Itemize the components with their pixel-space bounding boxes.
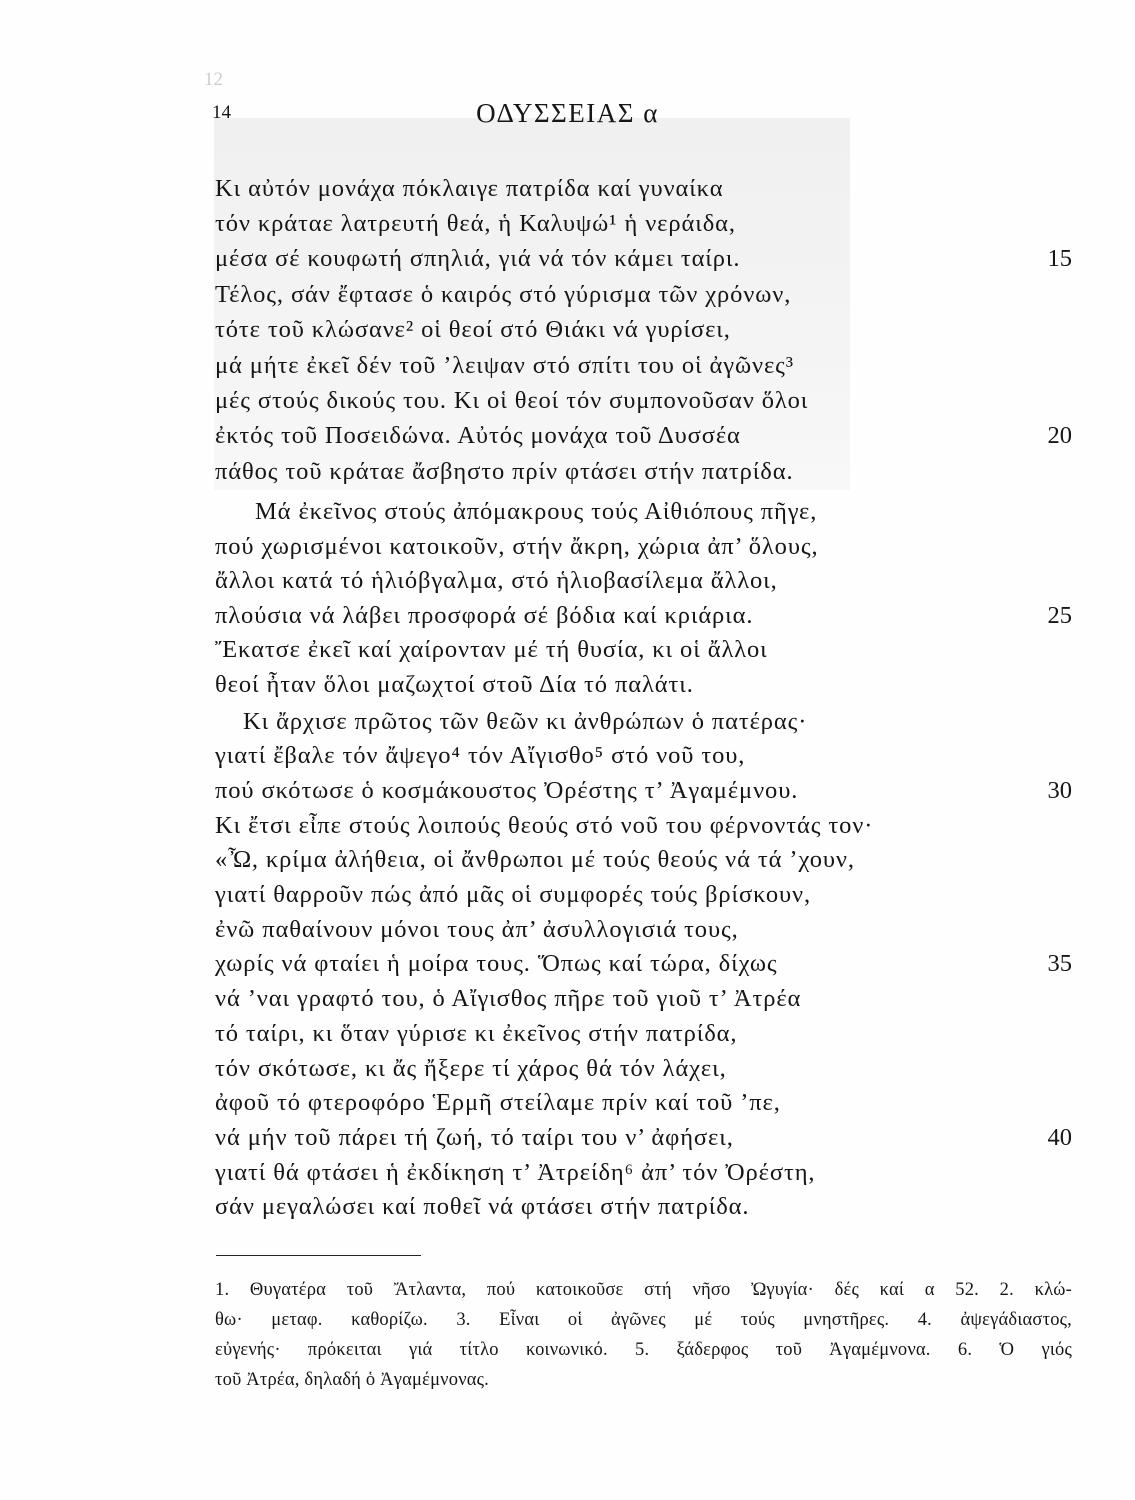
verse-line [215, 599, 1072, 634]
verse-line [215, 206, 1072, 241]
verse-text: ἐκτός τοῦ Ποσειδώνα. Αὐτός μονάχα τοῦ Δυσσέα [215, 422, 741, 450]
verse-text: γιατί θά φτάσει ἡ ἐκδίκηση τ’ Ἀτρείδη⁶ ἀπ’ τόν Ὀρέστη, [215, 1158, 816, 1186]
verse-text: ἀφοῦ τό φτεροφόρο Ἑρμῆ στείλαμε πρίν καί τοῦ ’πε, [215, 1089, 781, 1117]
verse-line [215, 843, 1072, 878]
verse-text: πλούσια νά λάβει προσφορά σέ βόδια καί κριάρια. [215, 601, 754, 629]
verse-text: Μά ἐκεῖνος στούς ἀπόμακρους τούς Αἰθιόπους πῆγε, [255, 498, 818, 525]
footnote-line: τοῦ Ἀτρέα, δηλαδή ὁ Ἀγαμέμνονας. [215, 1370, 490, 1390]
footnote-line: εὐγενής· πρόκειται γιά τίτλο κοινωνικό. 5. ξάδερφος τοῦ Ἀγαμέμνονα. 6. Ὁ γιός [215, 1340, 1072, 1360]
verse-text: τό ταίρι, κι ὅταν γύρισε κι ἐκεῖνος στήν πατρίδα, [215, 1019, 738, 1047]
verse-line [215, 383, 1072, 418]
verse-line [215, 312, 1072, 347]
verse-text: πάθος τοῦ κράταε ἄσβηστο πρίν φτάσει στήν πατρίδα. [215, 457, 794, 485]
page-number: 14 [212, 102, 231, 123]
verse-line [215, 1052, 1072, 1087]
verse-line [215, 564, 1072, 599]
verse-line [215, 241, 1072, 276]
verse-text: νά ’ναι γραφτό του, ὁ Αἴγισθος πῆρε τοῦ γιοῦ τ’ Ἀτρέα [215, 985, 802, 1013]
verse-line [215, 982, 1072, 1017]
verse-line [215, 1190, 1072, 1225]
verse-line [215, 774, 1072, 809]
stanza-1 [215, 171, 1072, 490]
verse-line [215, 495, 1072, 530]
verse-line [215, 633, 1072, 668]
verse-line [215, 913, 1072, 948]
verse-text: τότε τοῦ κλώσανε² οἱ θεοί στό Θιάκι νά γυρίσει, [215, 316, 731, 344]
verse-text: θεοί ἦταν ὅλοι μαζωχτοί στοῦ Δία τό παλάτι. [215, 670, 694, 698]
footnote-line: θω· μεταφ. καθορίζω. 3. Εἶναι οἱ ἀγῶνες μέ τούς μνηστῆρες. 4. ἀψεγάδιαστος, [215, 1310, 1072, 1330]
footnotes [215, 1275, 1072, 1395]
line-number: 25 [1047, 601, 1072, 629]
verse-line [215, 1086, 1072, 1121]
verse-text: νά μήν τοῦ πάρει τή ζωή, τό ταίρι του ν’ ἀφήσει, [215, 1123, 734, 1151]
verse-text: ἄλλοι κατά τό ἡλιόβγαλμα, στό ἡλιοβασίλεμα ἄλλοι, [215, 567, 778, 595]
verse-line [215, 705, 1072, 740]
verse-line [215, 1017, 1072, 1052]
line-number: 20 [1047, 422, 1072, 450]
stanza-2 [215, 495, 1072, 703]
verse-text: χωρίς νά φταίει ἡ μοίρα τους. Ὅπως καί τώρα, δίχως [215, 950, 778, 978]
line-number: 35 [1047, 950, 1072, 978]
verse-text: μά μήτε ἐκεῖ δέν τοῦ ’λειψαν στό σπίτι του οἱ ἀγῶνες³ [215, 351, 794, 379]
verse-line [215, 348, 1072, 383]
footnote-rule [216, 1255, 421, 1256]
verse-text: πού σκότωσε ὁ κοσμάκουστος Ὀρέστης τ’ Ἀγαμέμνου. [215, 776, 799, 804]
verse-text: μές στούς δικούς του. Κι οἱ θεοί τόν συμπονοῦσαν ὅλοι [215, 386, 809, 414]
footnote-line: 1. Θυγατέρα τοῦ Ἄτλαντα, πού κατοικοῦσε στή νῆσο Ὠγυγία· δές καί α 52. 2. κλώ- [215, 1280, 1072, 1300]
verse-line [215, 878, 1072, 913]
verse-line [215, 418, 1072, 453]
verse-text: μέσα σέ κουφωτή σπηλιά, γιά νά τόν κάμει ταίρι. [215, 245, 741, 273]
verse-line [215, 1121, 1072, 1156]
verse-line [215, 1156, 1072, 1191]
verse-text: «Ὦ, κρίμα ἀλήθεια, οἱ ἄνθρωποι μέ τούς θεούς νά τά ’χουν, [215, 846, 855, 874]
verse-line [215, 809, 1072, 844]
verse-text: ἐνῶ παθαίνουν μόνοι τους ἀπ’ ἀσυλλογισιά τους, [215, 915, 739, 943]
verse-text: πού χωρισμένοι κατοικοῦν, στήν ἄκρη, χώρια ἀπ’ ὅλους, [215, 532, 819, 560]
verse-text: γιατί θαρροῦν πώς ἀπό μᾶς οἱ συμφορές τούς βρίσκουν, [215, 881, 812, 909]
verse-text: Τέλος, σάν ἔφτασε ὁ καιρός στό γύρισμα τῶν χρόνων, [215, 280, 792, 308]
verse-line [215, 668, 1072, 703]
bleed-through-page-number: 12 [204, 69, 223, 90]
verse-line [215, 947, 1072, 982]
running-title: ΟΔΥΣΣΕΙΑΣ α [476, 98, 659, 128]
verse-line [215, 530, 1072, 565]
verse-text: Κι ἔτσι εἶπε στούς λοιπούς θεούς στό νοῦ του φέρνοντάς τον· [215, 811, 874, 839]
verse-text: σάν μεγαλώσει καί ποθεῖ νά φτάσει στήν πατρίδα. [215, 1193, 750, 1221]
verse-line [215, 454, 1072, 489]
verse-text: Κι αὐτόν μονάχα πόκλαιγε πατρίδα καί γυναίκα [215, 174, 724, 202]
verse-text: τόν κράταε λατρευτή θεά, ἡ Καλυψώ¹ ἡ νεράιδα, [215, 209, 736, 237]
verse-text: τόν σκότωσε, κι ἄς ἤξερε τί χάρος θά τόν λάχει, [215, 1054, 727, 1082]
line-number: 40 [1047, 1123, 1072, 1151]
verse-text: Ἔκατσε ἐκεῖ καί χαίρονταν μέ τή θυσία, κι οἱ ἄλλοι [215, 636, 768, 664]
verse-line [215, 739, 1072, 774]
line-number: 30 [1047, 776, 1072, 804]
verse-line [215, 277, 1072, 312]
verse-line [215, 171, 1072, 206]
line-number: 15 [1047, 245, 1072, 273]
stanza-3 [215, 705, 1072, 1226]
verse-text: Κι ἄρχισε πρῶτος τῶν θεῶν κι ἀνθρώπων ὁ πατέρας· [243, 707, 808, 735]
verse-text: γιατί ἔβαλε τόν ἄψεγο⁴ τόν Αἴγισθο⁵ στό νοῦ του, [215, 742, 746, 770]
